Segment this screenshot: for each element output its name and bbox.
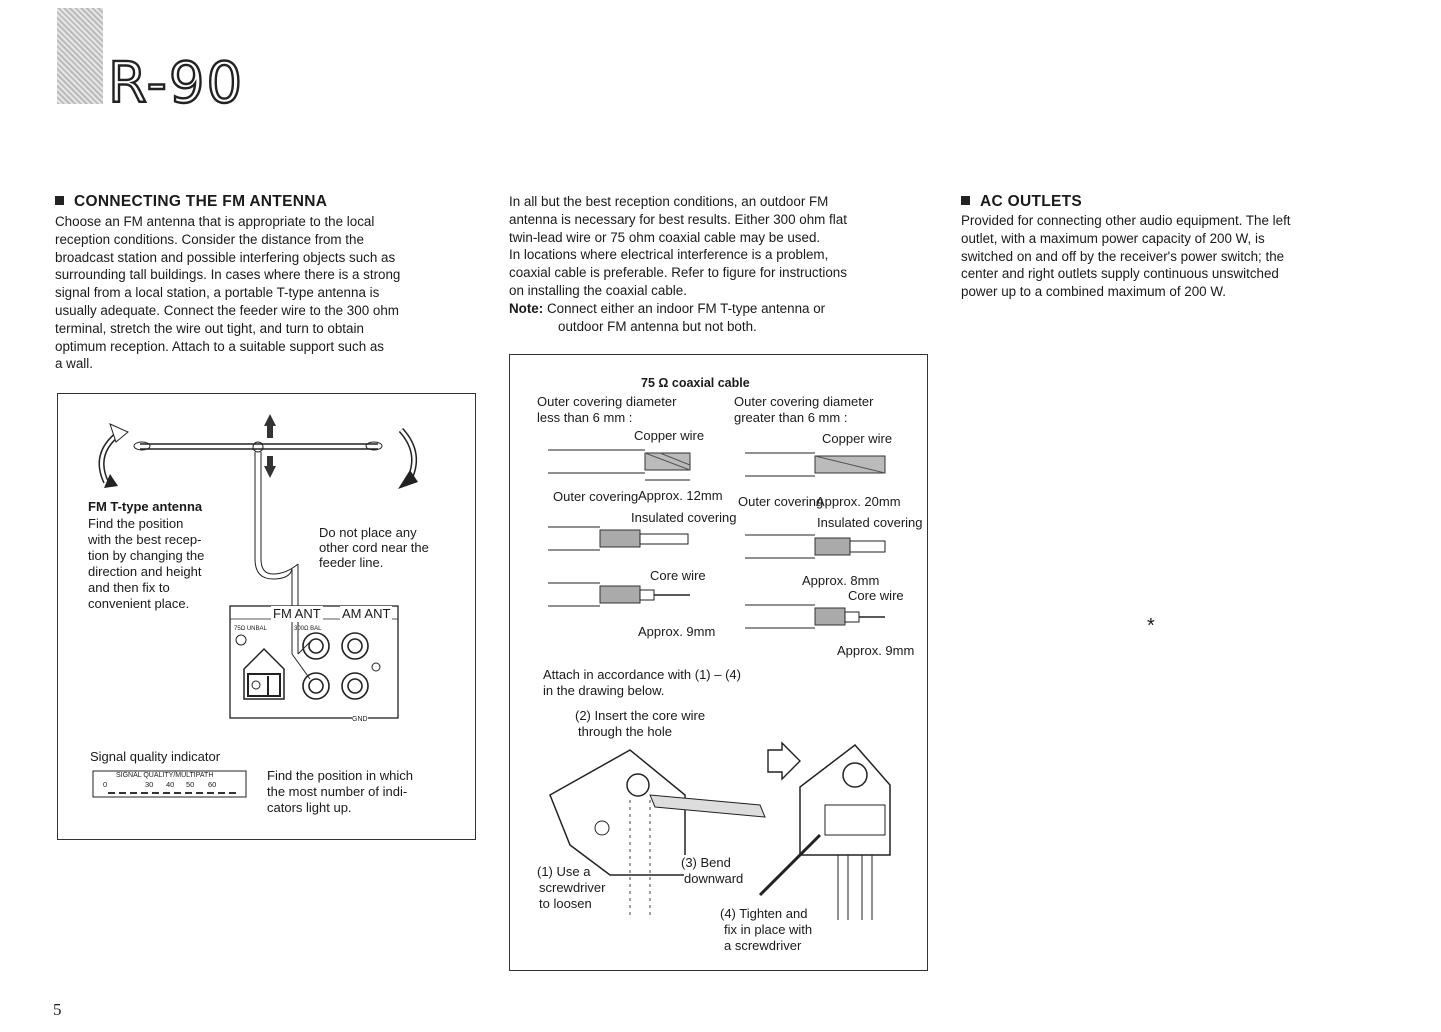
terminal-300-label: 300Ω BAL — [294, 626, 322, 632]
step1-text: to loosen — [539, 896, 592, 911]
indicator-note: the most number of indi- — [267, 784, 408, 799]
terminal-am-label: AM ANT — [342, 606, 391, 621]
fm-line: reception conditions. Consider the distance from the — [55, 231, 364, 247]
step4-text: a screwdriver — [724, 938, 802, 953]
terminal-fm-label: FM ANT — [273, 606, 321, 621]
outdoor-line: In all but the best reception conditions, an outdoor FM — [509, 194, 829, 209]
outer-covering-label: Outer covering — [738, 494, 824, 509]
indicator-scale-tick: 30 — [145, 780, 154, 789]
indicator-scale-tick: 50 — [186, 780, 195, 789]
step4-text: (4) Tighten and — [720, 906, 808, 921]
insulated-covering-label: Insulated covering — [817, 515, 923, 530]
outdoor-line: on installing the coaxial cable. — [509, 282, 687, 298]
indicator-scale-tick: 0 — [103, 780, 108, 789]
right-heading: greater than 6 mm : — [734, 410, 848, 425]
cord-note: other cord near the — [319, 540, 429, 555]
bullet-square-icon — [961, 196, 970, 205]
ac-line: power up to a combined maximum of 200 W. — [961, 284, 1226, 300]
step2-text: (2) Insert the core wire — [575, 708, 706, 723]
fm-section — [55, 193, 485, 373]
approx-9-label: Approx. 9mm — [837, 643, 915, 658]
antenna-desc: with the best recep- — [88, 532, 202, 547]
fm-line: Choose an FM antenna that is appropriate to the local — [55, 214, 375, 229]
insulated-covering-label: Insulated covering — [631, 510, 737, 525]
ac-line: outlet, with a maximum power capacity of 200 W, is — [961, 230, 1265, 246]
note-label: Note: — [509, 300, 544, 316]
ac-heading: AC OUTLETS — [961, 193, 1381, 211]
outdoor-line: In locations where electrical interference is a problem, — [509, 247, 829, 263]
fm-line: terminal, stretch the wire out tight, and turn to obtain — [55, 320, 364, 336]
ac-section — [961, 193, 1381, 301]
fm-heading: CONNECTING THE FM ANTENNA — [55, 193, 485, 211]
approx-20-label: Approx. 20mm — [816, 494, 901, 509]
attach-text: in the drawing below. — [543, 683, 665, 698]
right-heading: Outer covering diameter — [734, 394, 874, 409]
antenna-desc: tion by changing the — [88, 548, 205, 563]
antenna-desc: and then fix to — [88, 580, 170, 595]
left-heading: less than 6 mm : — [537, 410, 633, 425]
fm-line: signal from a local station, a portable T-type antenna is — [55, 285, 380, 301]
model-logo: R-90 — [108, 51, 245, 116]
indicator-panel-label: SIGNAL QUALITY/MULTIPATH — [116, 772, 214, 779]
cord-note: Do not place any — [319, 525, 417, 540]
antenna-desc: direction and height — [88, 564, 202, 579]
fm-line: broadcast station and possible interfering objects such as — [55, 249, 396, 265]
fm-antenna-figure — [57, 393, 476, 840]
outdoor-line: twin-lead wire or 75 ohm coaxial cable may be used. — [509, 229, 821, 245]
asterisk-mark: * — [1147, 615, 1155, 637]
bullet-square-icon — [55, 196, 64, 205]
antenna-desc: convenient place. — [88, 596, 190, 611]
fm-line: usually adequate. Connect the feeder wire to the 300 ohm — [55, 302, 399, 318]
step4-text: fix in place with — [724, 922, 813, 937]
copper-wire-label: Copper wire — [822, 431, 893, 446]
indicator-scale-tick: 40 — [166, 780, 175, 789]
antenna-desc: Find the position — [88, 516, 184, 531]
outdoor-line: antenna is necessary for best results. Either 300 ohm flat — [509, 211, 847, 227]
approx-8-label: Approx. 8mm — [802, 573, 880, 588]
copper-wire-label: Copper wire — [634, 428, 705, 443]
step3-text: downward — [684, 871, 744, 886]
outdoor-section — [509, 193, 929, 335]
step1-text: screwdriver — [539, 880, 606, 895]
step3-text: (3) Bend — [681, 855, 731, 870]
core-wire-label: Core wire — [848, 588, 904, 603]
core-wire-label: Core wire — [650, 568, 706, 583]
indicator-note: cators light up. — [267, 800, 352, 815]
note-line: Connect either an indoor FM T-type antenna or — [546, 300, 826, 316]
indicator-note: Find the position in which — [267, 768, 413, 783]
antenna-title: FM T-type antenna — [88, 499, 203, 514]
note-line: outdoor FM antenna but not both. — [558, 318, 757, 334]
page-number: 5 — [53, 1000, 62, 1019]
fm-line: optimum reception. Attach to a suitable support such as — [55, 338, 384, 354]
attach-text: Attach in accordance with (1) – (4) — [543, 667, 741, 682]
approx-12-label: Approx. 12mm — [638, 488, 723, 503]
coax-title: 75 Ω coaxial cable — [641, 376, 750, 390]
step1-text: (1) Use a — [537, 864, 591, 879]
indicator-title: Signal quality indicator — [90, 749, 221, 764]
fm-line: a wall. — [55, 356, 93, 372]
ac-line: center and right outlets supply continuous unswitched — [961, 266, 1279, 282]
outer-covering-label: Outer covering — [553, 489, 639, 504]
outdoor-line: coaxial cable is preferable. Refer to figure for instructions — [509, 265, 847, 281]
indicator-scale-tick: 60 — [208, 780, 217, 789]
logo-stripe — [57, 8, 103, 104]
step2-text: through the hole — [578, 724, 672, 739]
cord-note: feeder line. — [319, 555, 384, 570]
terminal-gnd-label: GND — [352, 712, 368, 728]
ac-line: Provided for connecting other audio equipment. The left — [961, 213, 1291, 228]
approx-9-label: Approx. 9mm — [638, 624, 716, 639]
left-heading: Outer covering diameter — [537, 394, 677, 409]
ac-line: switched on and off by the receiver's power switch; the — [961, 248, 1285, 264]
fm-line: surrounding tall buildings. In cases where there is a strong — [55, 267, 401, 283]
terminal-75-label: 75Ω UNBAL — [234, 626, 267, 632]
coax-cable-figure — [509, 354, 928, 971]
